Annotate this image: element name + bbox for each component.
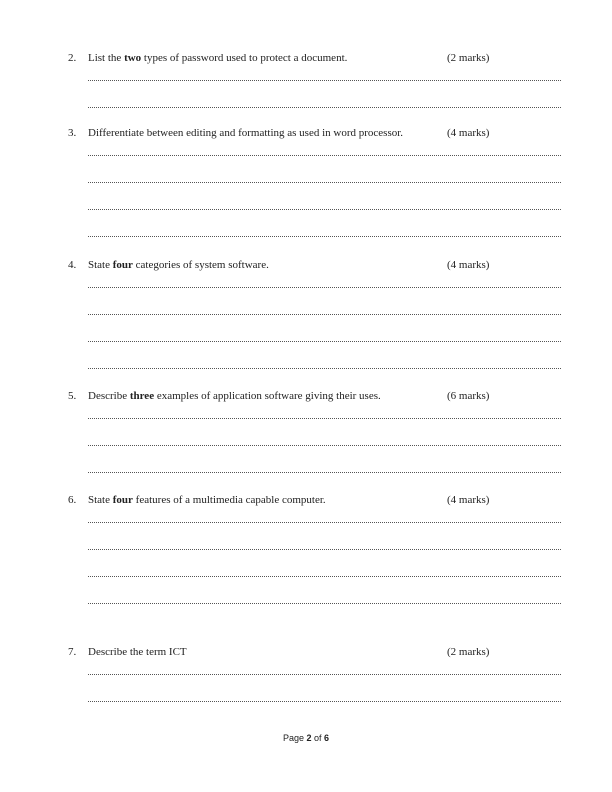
question-number: 7. <box>68 646 77 658</box>
question-text: List the two types of password used to protect a document. <box>88 52 348 64</box>
answer-line[interactable] <box>88 341 561 342</box>
answer-line[interactable] <box>88 182 561 183</box>
answer-line[interactable] <box>88 368 561 369</box>
answer-line[interactable] <box>88 287 561 288</box>
answer-line[interactable] <box>88 236 561 237</box>
answer-line[interactable] <box>88 445 561 446</box>
question-text: State four categories of system software. <box>88 259 269 271</box>
answer-line[interactable] <box>88 314 561 315</box>
answer-line[interactable] <box>88 472 561 473</box>
answer-line[interactable] <box>88 209 561 210</box>
question-number: 5. <box>68 390 77 402</box>
answer-line[interactable] <box>88 80 561 81</box>
question-text: Describe three examples of application software giving their uses. <box>88 390 381 402</box>
question-marks: (4 marks) <box>447 494 490 506</box>
question-marks: (6 marks) <box>447 390 490 402</box>
question-text: Describe the term ICT <box>88 646 187 658</box>
answer-line[interactable] <box>88 674 561 675</box>
question-marks: (4 marks) <box>447 259 490 271</box>
answer-line[interactable] <box>88 522 561 523</box>
question-number: 3. <box>68 127 77 139</box>
question-text: Differentiate between editing and formatting as used in word processor. <box>88 127 404 139</box>
question-marks: (2 marks) <box>447 646 490 658</box>
question-number: 6. <box>68 494 77 506</box>
answer-line[interactable] <box>88 418 561 419</box>
question-number: 4. <box>68 259 77 271</box>
question-text: State four features of a multimedia capable computer. <box>88 494 326 506</box>
answer-line[interactable] <box>88 701 561 702</box>
question-marks: (2 marks) <box>447 52 490 64</box>
answer-line[interactable] <box>88 107 561 108</box>
answer-line[interactable] <box>88 549 561 550</box>
answer-line[interactable] <box>88 155 561 156</box>
page-footer: Page 2 of 6 <box>282 733 330 743</box>
answer-line[interactable] <box>88 603 561 604</box>
question-marks: (4 marks) <box>447 127 490 139</box>
answer-line[interactable] <box>88 576 561 577</box>
question-number: 2. <box>68 52 77 64</box>
